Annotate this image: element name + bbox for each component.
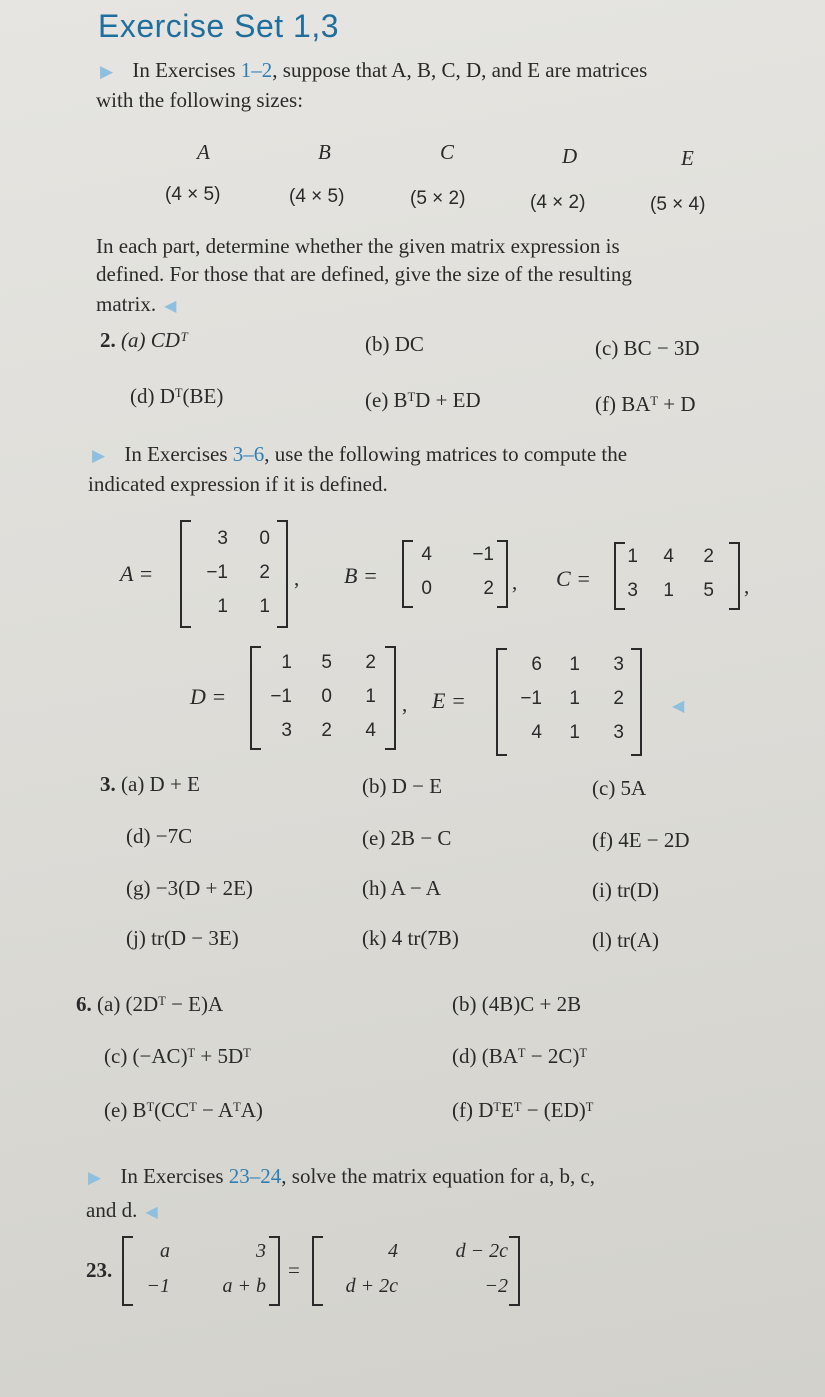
exercise-2-part [100,328,188,353]
instruction-line-end [96,290,176,321]
intro-line1-rest: , suppose that A, B, C, D, and E are matrices [272,58,648,82]
exercise-3-part: (c) 5A [592,776,647,800]
exercise-3-part: (e) 2B − C [362,826,452,850]
size-name: A [197,140,210,164]
matrix-e-cells [502,654,624,744]
exercise-range-link[interactable]: 3–6 [232,442,265,466]
part-text: (a) D + E [121,772,200,796]
matrix-cell: 2 [321,720,332,741]
exercise-number: 6. [76,992,92,1016]
intro-line1-rest: , solve the matrix equation for a, b, c, [281,1164,596,1188]
matrix-cell: 4 [531,722,542,743]
right-bracket [497,540,508,608]
matrix-cell: 3 [256,1240,266,1262]
matrix-cell: a [160,1240,170,1262]
right-bracket [631,648,642,756]
instruction-line: In each part, determine whether the given matrix expression is [96,234,620,258]
matrix-b-cells [408,544,494,600]
size-value: (5 × 2) [410,188,466,209]
comma: , [512,570,518,594]
matrix-cell: 2 [259,562,270,583]
matrix-cell: 6 [531,654,542,675]
matrix-e [496,648,642,756]
matrix-cell: 2 [613,688,624,709]
matrix-cell: 1 [281,652,292,673]
exercise-3-part [100,772,200,797]
matrix-cell: −2 [484,1275,508,1297]
size-name: B [318,140,331,164]
matrix-cell: 1 [627,546,638,567]
matrix-c-cells [616,546,714,602]
exercise-3-part: (b) D − E [362,774,443,798]
part-text: (a) CDᵀ [121,328,189,352]
exercise-3-part: (l) tr(A) [592,928,660,952]
right-triangle-icon: ▶ [100,62,114,81]
matrix-a [180,520,288,628]
matrix-cell: −1 [472,544,494,565]
size-value: (4 × 5) [165,184,221,205]
left-triangle-icon: ◀ [672,698,685,715]
matrix-cell: 0 [421,578,432,599]
matrix-cell: 3 [613,654,624,675]
size-name: C [440,140,455,164]
matrix-equation-left [122,1236,280,1306]
matrix-cell: 4 [365,720,376,741]
intro-paragraph-2 [92,440,627,470]
matrix-c [614,542,740,610]
matrix-cell: 4 [421,544,432,565]
intro-line-2: and d. [86,1198,138,1222]
matrix-cell: 2 [483,578,494,599]
matrix-label: D = [190,684,227,709]
matrix-cell: 1 [217,596,228,617]
exercise-number: 2. [100,328,116,352]
equals-sign: = [288,1258,300,1282]
right-bracket [385,646,396,750]
matrix-cell: 1 [569,722,580,743]
right-bracket [509,1236,520,1306]
intro-line1-rest: , use the following matrices to compute the [264,442,628,466]
matrix-a-cells [190,528,270,618]
right-triangle-icon: ▶ [88,1168,102,1187]
exercise-6-part: (f) DᵀEᵀ − (ED)ᵀ [452,1098,594,1122]
exercise-6-part: (c) (−AC)ᵀ + 5Dᵀ [104,1044,251,1068]
intro-paragraph-1 [100,56,647,86]
matrix-cell: 2 [703,546,714,567]
right-bracket [729,542,740,610]
matrix-cell: a + b [222,1275,266,1297]
matrix-left-cells [126,1240,266,1298]
page-title: Exercise Set 1,3 [98,8,339,44]
matrix-cell: 3 [613,722,624,743]
matrix-cell: 2 [365,652,376,673]
exercise-6-part: (d) (BAᵀ − 2C)ᵀ [452,1044,587,1068]
exercise-number: 23. [86,1258,113,1282]
matrix-label: B = [344,563,378,588]
intro-paragraph-3 [88,1162,595,1192]
exercise-3-part: (i) tr(D) [592,878,660,902]
right-bracket [269,1236,280,1306]
matrix-cell: 3 [217,528,228,549]
exercise-range-link[interactable]: 1–2 [240,58,273,82]
comma: , [402,692,408,716]
exercise-6-part [76,992,223,1017]
exercise-2-part: (c) BC − 3D [595,336,700,360]
exercise-3-part: (h) A − A [362,876,441,900]
matrix-cell: 1 [569,654,580,675]
right-triangle-icon: ▶ [92,446,106,465]
matrix-cell: 1 [365,686,376,707]
exercise-2-part: (d) Dᵀ(BE) [130,384,224,408]
matrix-cell: 4 [663,546,674,567]
matrix-cell: 0 [321,686,332,707]
exercise-6-part: (b) (4B)C + 2B [452,992,582,1016]
matrix-right-cells [318,1240,508,1298]
intro-prefix: In Exercises [120,1164,229,1188]
matrix-equation-right [312,1236,520,1306]
right-bracket [277,520,288,628]
left-triangle-icon: ◀ [145,1204,158,1221]
matrix-cell: −1 [206,562,228,583]
comma: , [744,574,750,598]
intro-prefix: In Exercises [124,442,233,466]
matrix-d-cells [256,652,376,742]
exercise-3-part: (f) 4E − 2D [592,828,690,852]
matrix-cell: 1 [569,688,580,709]
matrix-label: E = [432,688,466,713]
instruction-line: matrix. [96,292,157,316]
matrix-cell: −1 [270,686,292,707]
matrix-cell: 3 [281,720,292,741]
comma: , [294,566,300,590]
exercise-range-link[interactable]: 23–24 [228,1164,282,1188]
size-value: (4 × 2) [530,192,586,213]
exercise-3-part: (g) −3(D + 2E) [126,876,253,900]
part-text: (a) (2Dᵀ − E)A [97,992,224,1016]
intro-line-2: indicated expression if it is defined. [88,472,388,496]
intro-line-2: with the following sizes: [96,88,304,112]
exercise-3-part: (k) 4 tr(7B) [362,926,459,950]
exercise-2-part: (b) DC [365,332,424,356]
matrix-label: C = [556,566,592,591]
exercise-3-part: (j) tr(D − 3E) [126,926,239,950]
instruction-line: defined. For those that are defined, give the size of the resulting [96,262,632,286]
size-name: E [681,146,694,170]
size-value: (4 × 5) [289,186,345,207]
matrix-d [250,646,396,750]
matrix-cell: 1 [663,580,674,601]
matrix-b [402,540,508,608]
matrix-cell: d − 2c [455,1240,508,1262]
exercise-6-part: (e) Bᵀ(CCᵀ − AᵀA) [104,1098,263,1122]
exercise-number: 3. [100,772,116,796]
matrix-cell: 5 [703,580,714,601]
intro-prefix: In Exercises [132,58,241,82]
matrix-cell: −1 [146,1275,170,1297]
exercise-2-part: (e) BᵀD + ED [365,388,481,412]
matrix-cell: 5 [321,652,332,673]
matrix-cell: d + 2c [345,1275,398,1297]
matrix-label: A = [120,561,154,586]
matrix-cell: 1 [259,596,270,617]
matrix-cell: 0 [259,528,270,549]
matrix-cell: −1 [520,688,542,709]
matrix-cell: 3 [627,580,638,601]
size-value: (5 × 4) [650,194,706,215]
exercise-2-part: (f) BAᵀ + D [595,392,696,416]
exercise-3-part: (d) −7C [126,824,193,848]
matrix-cell: 4 [388,1240,398,1262]
left-triangle-icon: ◀ [164,298,177,315]
size-name: D [562,144,578,168]
intro-line-2-end [86,1196,158,1227]
